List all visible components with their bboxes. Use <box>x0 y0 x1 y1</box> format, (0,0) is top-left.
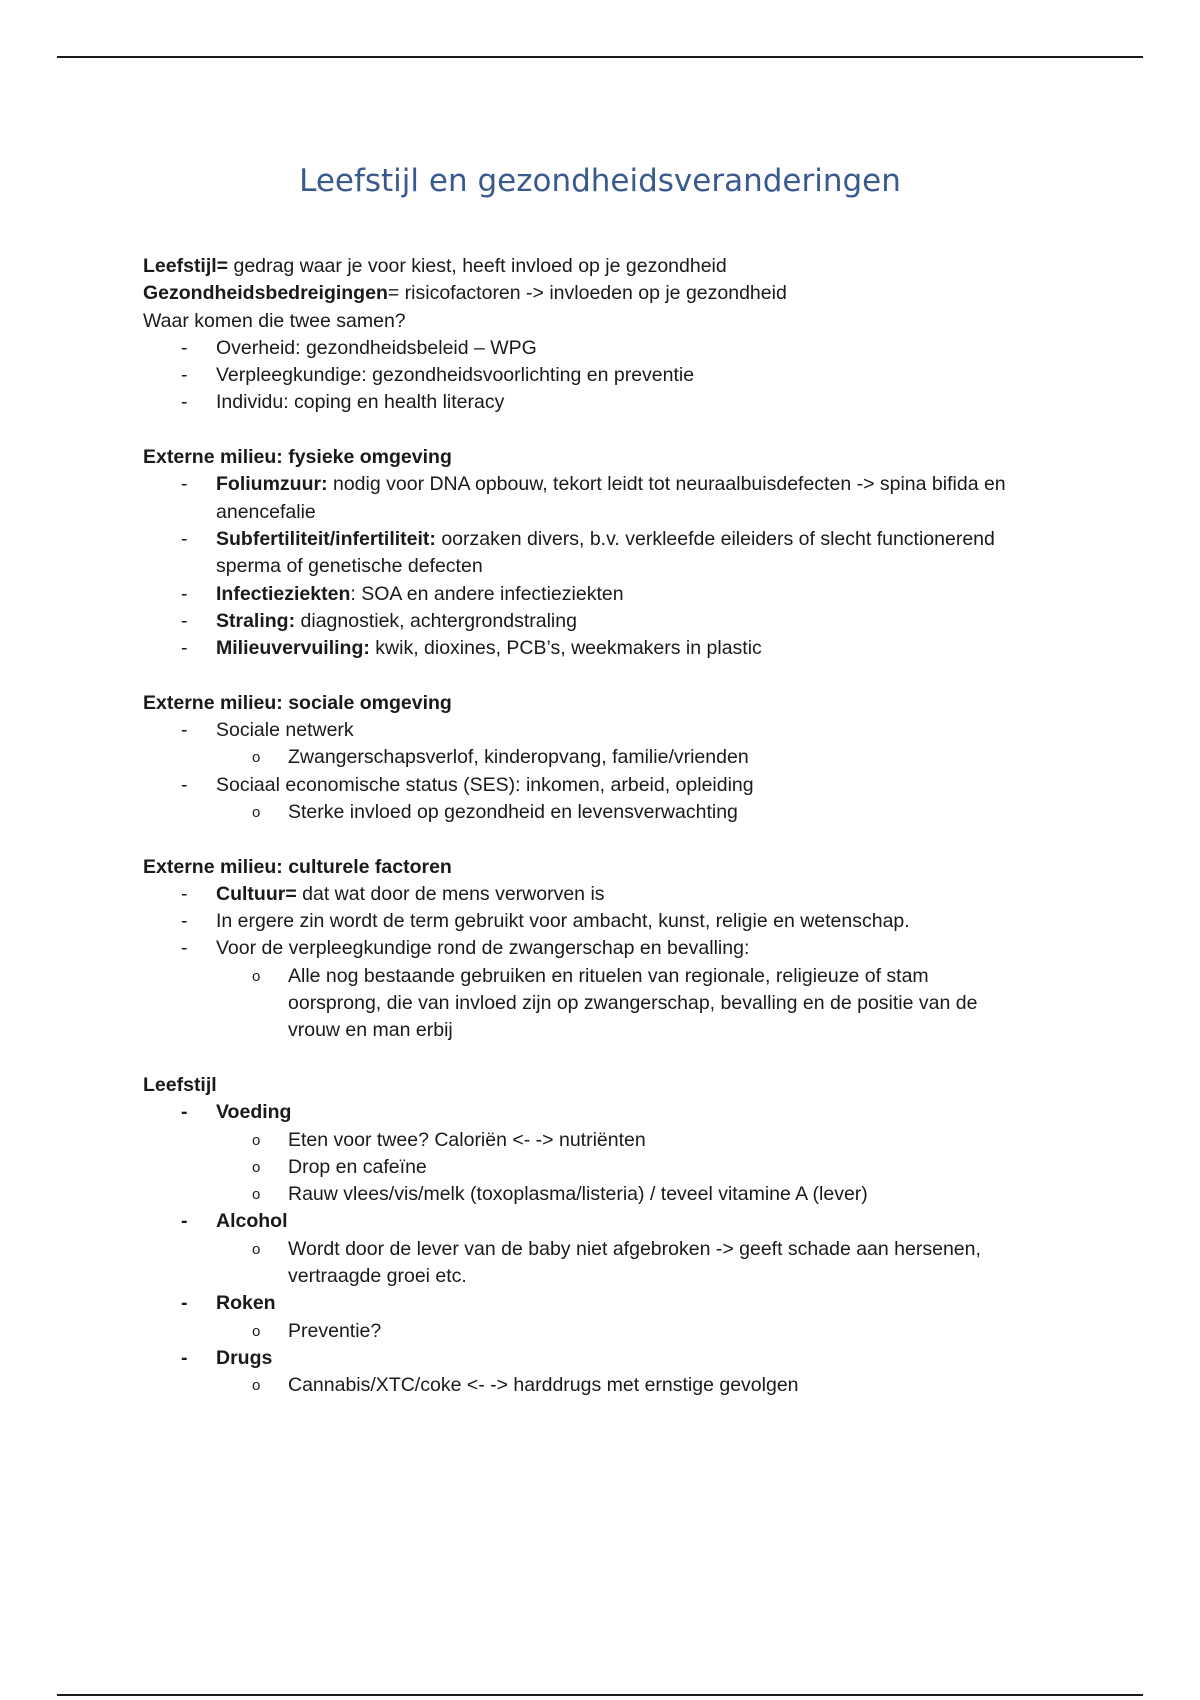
list-item: - Cultuur= dat wat door de mens verworven is <box>143 881 1063 908</box>
sub-list-item: o Wordt door de lever van de baby niet afgebroken -> geeft schade aan hersenen, <box>143 1236 1063 1263</box>
circle-bullet: o <box>252 1240 261 1258</box>
dash-bullet: - <box>181 391 188 414</box>
dash-bullet: - <box>181 910 188 933</box>
list-item: - Overheid: gezondheidsbeleid – WPG <box>143 335 1063 362</box>
list-item: - Subfertiliteit/infertiliteit: oorzaken divers, b.v. verkleefde eileiders of slecht functionerend <box>143 526 1063 553</box>
list-item: - Straling: diagnostiek, achtergrondstraling <box>143 608 1063 635</box>
sub-list-item: o Cannabis/XTC/coke <- -> harddrugs met ernstige gevolgen <box>143 1372 1063 1399</box>
circle-bullet: o <box>252 1377 261 1395</box>
list-item: - Voor de verpleegkundige rond de zwangerschap en bevalling: <box>143 935 1063 962</box>
sub-list-item: o Preventie? <box>143 1318 1063 1345</box>
list-item: - In ergere zin wordt de term gebruikt voor ambacht, kunst, religie en wetenschap. <box>143 908 1063 935</box>
sub-list-item: o Alle nog bestaande gebruiken en rituelen van regionale, religieuze of stam <box>143 963 1063 990</box>
dash-bullet: - <box>181 882 188 905</box>
list-item: - Infectieziekten: SOA en andere infectieziekten <box>143 581 1063 608</box>
sub-list-item-continuation: vertraagde groei etc. <box>288 1264 467 1287</box>
circle-bullet: o <box>252 967 261 985</box>
dash-bullet: - <box>181 473 188 496</box>
section-heading: Externe milieu: culturele factoren <box>143 855 452 878</box>
intro-question: Waar komen die twee samen? <box>143 309 406 332</box>
list-item: - Individu: coping en health literacy <box>143 389 1063 416</box>
dash-bullet: - <box>181 527 188 550</box>
header-rule <box>57 56 1143 58</box>
sub-list-item: o Sterke invloed op gezondheid en levensverwachting <box>143 799 1063 826</box>
sub-list-item: o Zwangerschapsverlof, kinderopvang, familie/vrienden <box>143 744 1063 771</box>
list-item: - Sociale netwerk <box>143 717 1063 744</box>
dash-bullet: - <box>181 719 188 742</box>
dash-bullet: - <box>181 937 188 960</box>
sub-list-item-continuation: oorsprong, die van invloed zijn op zwangerschap, bevalling en de positie van de <box>288 992 978 1015</box>
dash-bullet: - <box>181 336 188 359</box>
list-item-continuation: anencefalie <box>216 500 316 523</box>
list-item: - Milieuvervuiling: kwik, dioxines, PCB’s, weekmakers in plastic <box>143 635 1063 662</box>
dash-bullet: - <box>181 773 188 796</box>
dash-bullet: - <box>181 364 188 387</box>
circle-bullet: o <box>252 749 261 767</box>
footer-rule <box>57 1694 1143 1696</box>
sub-list-item: o Eten voor twee? Caloriën <- -> nutriënten <box>143 1127 1063 1154</box>
circle-bullet: o <box>252 1322 261 1340</box>
circle-bullet: o <box>252 803 261 821</box>
page-title: Leefstijl en gezondheidsveranderingen <box>299 163 901 199</box>
circle-bullet: o <box>252 1158 261 1176</box>
document-body <box>143 253 1063 1399</box>
circle-bullet: o <box>252 1131 261 1149</box>
sub-list-item: o Rauw vlees/vis/melk (toxoplasma/listeria) / teveel vitamine A (lever) <box>143 1181 1063 1208</box>
list-item: - Alcohol <box>143 1208 1063 1235</box>
dash-bullet: - <box>181 637 188 660</box>
dash-bullet: - <box>181 1101 188 1124</box>
section-heading: Externe milieu: sociale omgeving <box>143 691 452 714</box>
dash-bullet: - <box>181 1210 188 1233</box>
section-heading: Leefstijl <box>143 1073 217 1096</box>
dash-bullet: - <box>181 609 188 632</box>
circle-bullet: o <box>252 1186 261 1204</box>
definition-gezondheidsbedreigingen: Gezondheidsbedreigingen= risicofactoren -> invloeden op je gezondheid <box>143 282 787 305</box>
list-item: - Sociaal economische status (SES): inkomen, arbeid, opleiding <box>143 772 1063 799</box>
list-item: - Roken <box>143 1290 1063 1317</box>
dash-bullet: - <box>181 1346 188 1369</box>
list-item: - Verpleegkundige: gezondheidsvoorlichting en preventie <box>143 362 1063 389</box>
definition-leefstijl: Leefstijl= gedrag waar je voor kiest, heeft invloed op je gezondheid <box>143 255 727 277</box>
sub-list-item: o Drop en cafeïne <box>143 1154 1063 1181</box>
list-item: - Drugs <box>143 1345 1063 1372</box>
list-item: - Foliumzuur: nodig voor DNA opbouw, tekort leidt tot neuraalbuisdefecten -> spina bifida en <box>143 471 1063 498</box>
list-item: - Voeding <box>143 1099 1063 1126</box>
sub-list-item-continuation: vrouw en man erbij <box>288 1019 453 1042</box>
list-item-continuation: sperma of genetische defecten <box>216 555 483 578</box>
dash-bullet: - <box>181 1292 188 1315</box>
dash-bullet: - <box>181 582 188 605</box>
section-heading: Externe milieu: fysieke omgeving <box>143 446 452 469</box>
